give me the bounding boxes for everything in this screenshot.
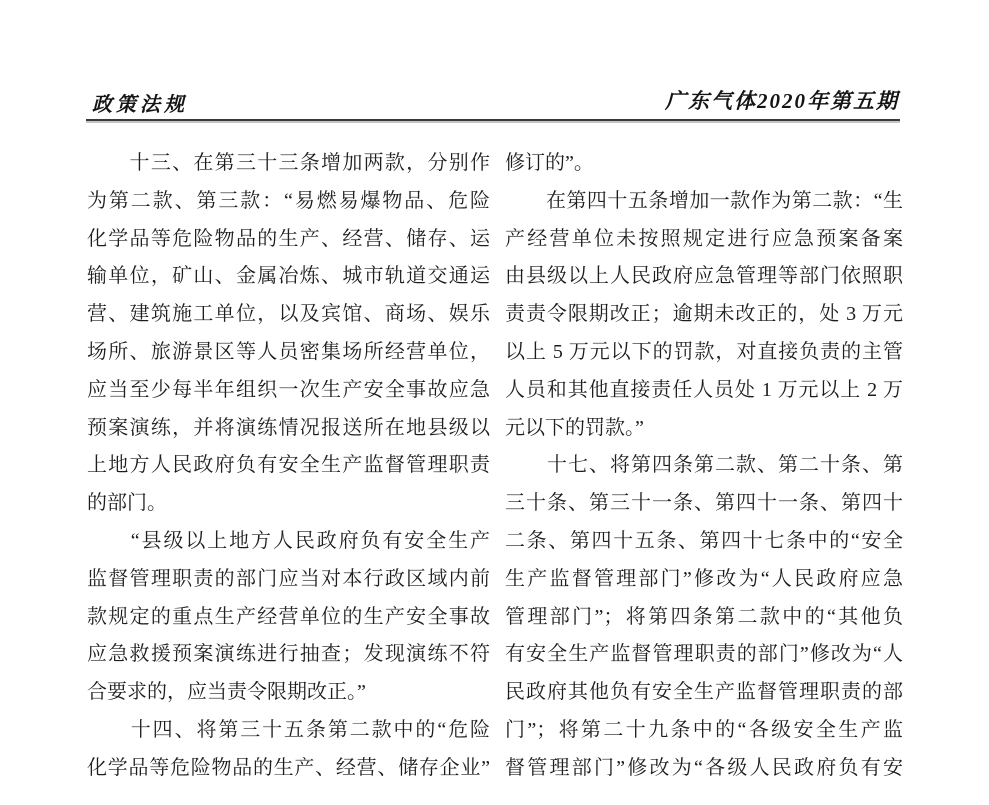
- text-line: 的部门。: [87, 492, 167, 515]
- text-line: 输单位，矿山、金属冶炼、城市轨道交通运: [87, 265, 490, 288]
- text-line: 三十条、第三十一条、第四十一条、第四十: [505, 492, 903, 515]
- text-line: 二条、第四十五条、第四十七条中的“安全: [505, 529, 903, 552]
- text-line: 产经营单位未按照规定进行应急预案备案: [505, 227, 903, 250]
- text-line: 生产监督管理部门”修改为“人民政府应急: [505, 567, 903, 590]
- text-line: 在第四十五条增加一款作为第二款：“生: [505, 189, 903, 212]
- text-line: 有安全生产监督管理职责的部门”修改为“人: [505, 643, 903, 666]
- text-line: 门”；将第二十九条中的“各级安全生产监: [505, 718, 903, 741]
- text-line: 化学品等危险物品的生产、经营、储存企业”: [87, 756, 490, 779]
- left-text-column: [87, 145, 490, 788]
- text-line: 上地方人民政府负有安全生产监督管理职责: [87, 454, 490, 477]
- text-line: 十七、将第四条第二款、第二十条、第: [505, 454, 903, 477]
- text-line: 合要求的，应当责令限期改正。”: [87, 681, 366, 704]
- text-line: 为第二款、第三款：“易燃易爆物品、危险: [87, 189, 490, 212]
- text-line: 责责令限期改正；逾期未改正的，处 3 万元: [505, 303, 903, 326]
- right-text-column: [505, 145, 903, 788]
- text-line: 人员和其他直接责任人员处 1 万元以上 2 万: [505, 378, 903, 401]
- text-line: 由县级以上人民政府应急管理等部门依照职: [505, 265, 903, 288]
- text-line: 民政府其他负有安全生产监督管理职责的部: [505, 681, 903, 704]
- text-line: 监督管理职责的部门应当对本行政区域内前: [87, 567, 490, 590]
- text-line: 修订的”。: [505, 152, 594, 174]
- text-line: 营、建筑施工单位，以及宾馆、商场、娱乐: [87, 303, 490, 326]
- text-line: 场所、旅游景区等人员密集场所经营单位，: [87, 340, 490, 363]
- header-divider: [86, 119, 900, 121]
- text-line: 督管理部门”修改为“各级人民政府负有安: [505, 756, 903, 779]
- text-line: “县级以上地方人民政府负有安全生产: [87, 529, 490, 552]
- text-line: 元以下的罚款。”: [505, 416, 644, 439]
- text-line: 应当至少每半年组织一次生产安全事故应急: [87, 378, 490, 401]
- text-line: 管理部门”；将第四条第二款中的“其他负: [505, 605, 903, 628]
- section-title: 政策法规: [92, 94, 188, 116]
- issue-title: 广东气体2020年第五期: [665, 89, 899, 113]
- text-line: 款规定的重点生产经营单位的生产安全事故: [87, 605, 490, 628]
- text-line: 预案演练，并将演练情况报送所在地县级以: [87, 416, 490, 439]
- text-line: 化学品等危险物品的生产、经营、储存、运: [87, 227, 490, 250]
- text-line: 以上 5 万元以下的罚款，对直接负责的主管: [505, 340, 903, 363]
- text-line: 十四、将第三十五条第二款中的“危险: [87, 718, 490, 741]
- text-line: 应急救援预案演练进行抽查；发现演练不符: [87, 643, 490, 666]
- text-line: 十三、在第三十三条增加两款，分别作: [87, 152, 490, 174]
